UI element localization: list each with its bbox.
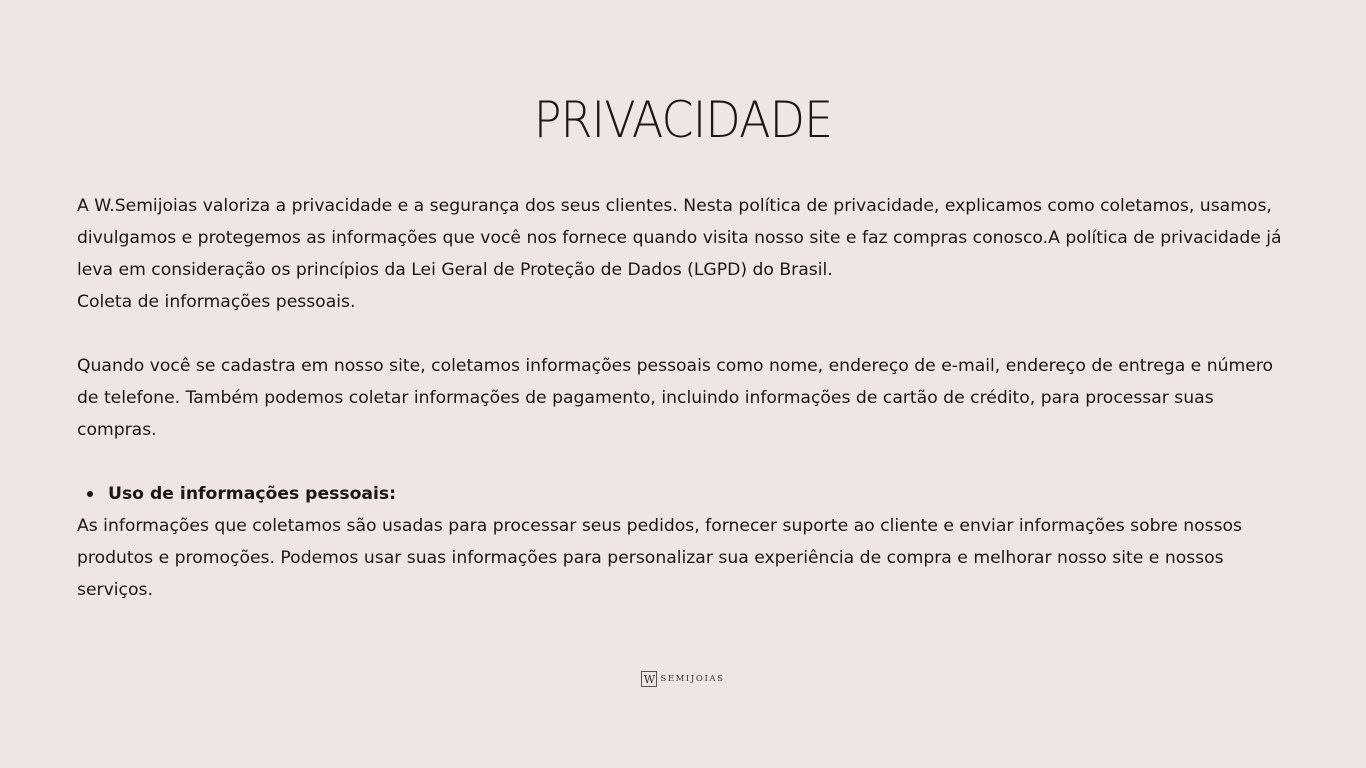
logo-mark-icon: W <box>641 671 657 687</box>
usage-paragraph: As informações que coletamos são usadas para processar seus pedidos, fornecer suporte ao cliente e enviar informações sobre nossos produtos e promoções. Podemos usar suas informações para personalizar sua experiência de compra e melhorar nosso site e nossos serviços. <box>77 516 1243 600</box>
collection-heading: Coleta de informações pessoais. <box>77 292 356 312</box>
collection-paragraph: Quando você se cadastra em nosso site, coletamos informações pessoais como nome, endereço de e-mail, endereço de entrega e número de telefone. Também podemos coletar informações de pagamento, incluindo informações de cartão de crédito, para processar suas compras. <box>77 356 1274 440</box>
bullet-list <box>77 478 1297 510</box>
usage-heading: Uso de informações pessoais: <box>108 484 397 504</box>
footer-logo <box>0 670 1366 687</box>
spacer <box>77 446 1297 478</box>
page-title: PRIVACIDADE <box>533 91 833 149</box>
privacy-content <box>77 190 1297 606</box>
intro-paragraph: A W.Semijoias valoriza a privacidade e a segurança dos seus clientes. Nesta política de privacidade, explicamos como coletamos, usamos, divulgamos e protegemos as informações que você nos fornece quando visita nosso site e faz compras conosco.A política de privacidade já leva em consideração os princípios da Lei Geral de Proteção de Dados (LGPD) do Brasil. <box>77 196 1282 280</box>
bullet-icon <box>87 491 93 497</box>
logo-text: SEMIJOIAS <box>660 673 725 684</box>
list-item <box>108 478 1297 510</box>
spacer <box>77 318 1297 350</box>
